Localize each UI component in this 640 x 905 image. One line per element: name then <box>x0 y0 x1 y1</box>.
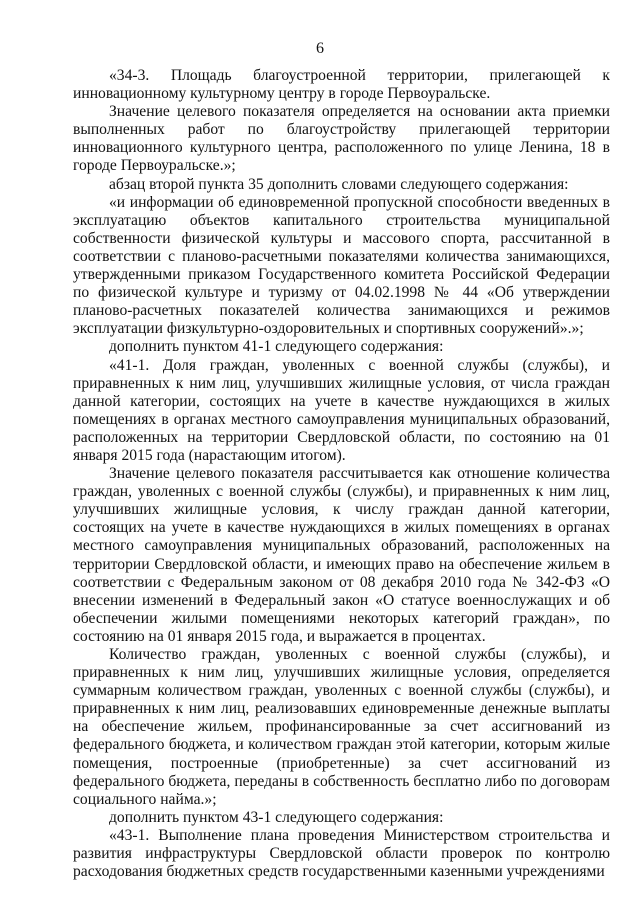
paragraph: «и информации об единовременной пропускной способности введенных в эксплуатацию объектов капитального строительства муниципальной собственности физической культуры и массового спорта, рассчитанной в соответствии с планово-расчетными показателями количества занимающихся, утвержденными приказом Государственного комитета Российской Федерации по физической культуре и туризму от 04.02.1998 № 44 «Об утверждении планово-расчетных показателей количества занимающихся и режимов эксплуатации физкультурно-оздоровительных и спортивных сооружений».»; <box>73 193 610 338</box>
paragraph: абзац второй пункта 35 дополнить словами следующего содержания: <box>109 175 569 193</box>
paragraph: Значение целевого показателя рассчитывается как отношение количества граждан, уволенных с военной службы (службы), и приравненных к ним лиц, улучшивших жилищные условия, к числу граждан данной категории, состоящих на учете в качестве нуждающихся в жилых помещениях в органах местного самоуправления муниципальных образований, расположенных на территории Свердловской области, и имеющих право на обеспечение жильем в соответствии с Федеральным законом от 08 декабря 2010 года № 342-ФЗ «О внесении изменений в Федеральный закон «О статусе военнослужащих и об обеспечении жилыми помещениями некоторых категорий граждан», по состоянию на 01 января 2015 года, и выражается в процентах. <box>73 465 610 645</box>
paragraph: Количество граждан, уволенных с военной службы (службы), и приравненных к ним лиц, улучшивших жилищные условия, определяется суммарным количеством граждан, уволенных с военной службы (службы), и приравненных к ним лиц, реализовавших единовременные денежные выплаты на обеспечение жильем, профинансированные за счет ассигнований из федерального бюджета, и количеством граждан этой категории, которым жилые помещения, построенные (приобретенные) за счет ассигнований из федерального бюджета, переданы в собственность бесплатно либо по договорам социального найма.»; <box>73 646 610 808</box>
paragraph: «41-1. Доля граждан, уволенных с военной службы (службы), и приравненных к ним лиц, улучшивших жилищные условия, от числа граждан данной категории, состоящих на учете в качестве нуждающихся в жилых помещениях в органах местного самоуправления муниципальных образований, расположенных на территории Свердловской области, по состоянию на 01 января 2015 года (нарастающим итогом). <box>73 356 610 464</box>
paragraph: дополнить пунктом 41-1 следующего содержания: <box>109 338 444 356</box>
paragraph: «43-1. Выполнение плана проведения Министерством строительства и развития инфраструктуры Свердловской области проверок по контролю расходования бюджетных средств государственными казенными учреждениями <box>73 826 610 881</box>
page-number: 6 <box>316 40 324 57</box>
paragraph: дополнить пунктом 43-1 следующего содержания: <box>109 808 444 826</box>
document-body <box>73 67 610 881</box>
paragraph: Значение целевого показателя определяется на основании акта приемки выполненных работ по благоустройству прилегающей территории инновационного культурного центра, расположенного по улице Ленина, 18 в городе Первоуральске.»; <box>73 103 610 175</box>
paragraph: «34-3. Площадь благоустроенной территории, прилегающей к инновационному культурному центру в городе Первоуральске. <box>73 67 610 103</box>
